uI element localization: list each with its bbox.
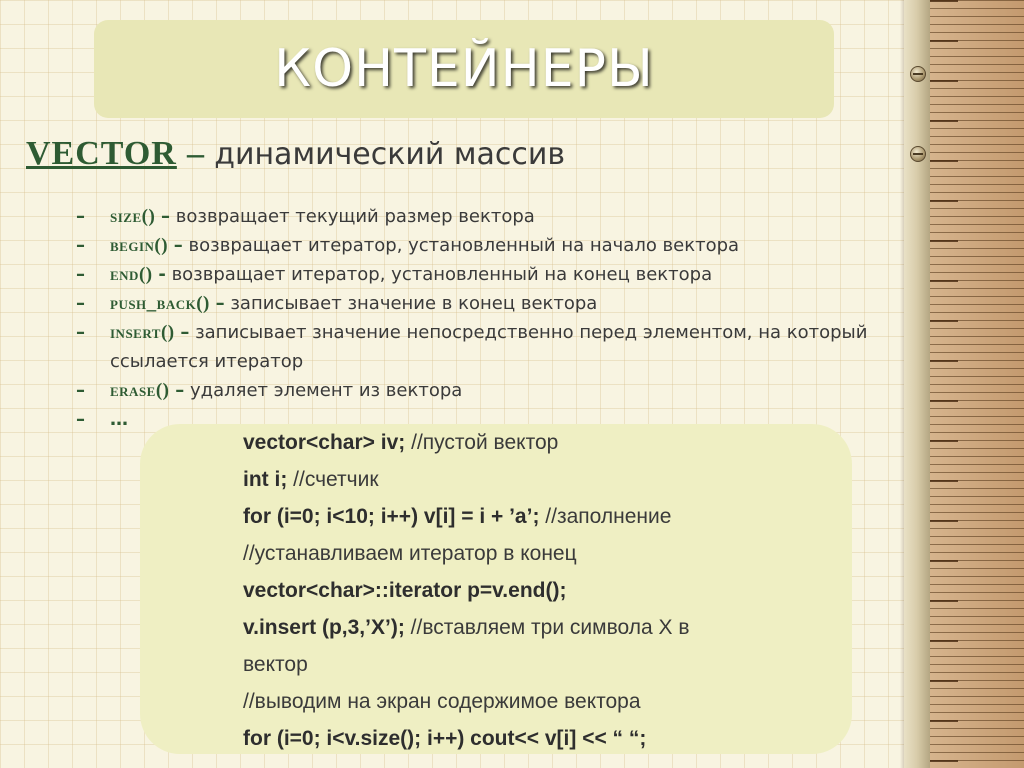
heading-description: динамический массив <box>214 137 566 172</box>
code-comment: //устанавливаем итератор в конец <box>243 542 577 565</box>
list-item <box>76 202 896 231</box>
method-description: записывает значение в конец вектора <box>230 293 598 314</box>
title-banner <box>94 20 834 118</box>
code-line <box>243 498 833 535</box>
method-name: end() <box>110 264 153 285</box>
screw-icon <box>910 146 926 162</box>
method-description: возвращает итератор, установленный на конец вектора <box>171 264 713 285</box>
method-separator: – <box>175 380 185 401</box>
bullet: – <box>76 264 85 285</box>
bullet: – <box>76 409 85 430</box>
bullet: – <box>76 322 85 343</box>
code-line <box>243 424 833 461</box>
method-description: возвращает итератор, установленный на начало вектора <box>188 235 740 256</box>
code-line <box>243 461 833 498</box>
bullet: – <box>76 235 85 256</box>
method-separator: – <box>215 293 225 314</box>
heading-term: VECTOR <box>26 135 177 172</box>
method-name: erase() <box>110 380 170 401</box>
method-name: insert() <box>110 322 175 343</box>
list-item <box>76 318 896 376</box>
heading-dash: – <box>187 135 205 172</box>
code-comment: //счетчик <box>293 468 379 491</box>
ruler-image <box>904 0 1024 768</box>
method-description: записывает значение непосредственно перед элементом, на который ссылается итератор <box>110 322 868 372</box>
slide-title: КОНТЕЙНЕРЫ <box>274 39 654 99</box>
method-separator: – <box>173 235 183 256</box>
code-text: vector<char>::iterator p=v.end(); <box>243 579 567 602</box>
method-separator: – <box>161 206 171 227</box>
code-line <box>243 720 833 757</box>
ellipsis: … <box>110 409 128 430</box>
method-separator: - <box>158 264 166 285</box>
code-line <box>243 646 833 683</box>
bullet: – <box>76 206 85 227</box>
method-list <box>76 202 896 434</box>
method-name: size() <box>110 206 156 227</box>
ruler-scale <box>930 0 1024 768</box>
list-item <box>76 260 896 289</box>
screw-icon <box>910 66 926 82</box>
code-example <box>243 424 833 757</box>
code-line <box>243 572 833 609</box>
code-line <box>243 683 833 720</box>
method-separator: – <box>180 322 190 343</box>
ruler-rod <box>904 0 931 768</box>
code-text: for (i=0; i<10; i++) v[i] = i + ’a’; <box>243 505 540 528</box>
code-text: int i; <box>243 468 288 491</box>
code-line <box>243 609 833 646</box>
list-item <box>76 289 896 318</box>
code-comment: //вставляем три символа X в <box>410 616 690 639</box>
code-text: for (i=0; i<v.size(); i++) cout<< v[i] << “ “; <box>243 727 647 750</box>
bullet: – <box>76 380 85 401</box>
code-comment: //выводим на экран содержимое вектора <box>243 690 641 713</box>
section-heading <box>26 134 565 173</box>
method-description: возвращает текущий размер вектора <box>175 206 535 227</box>
code-comment: //пустой вектор <box>411 431 559 454</box>
code-comment: вектор <box>243 653 308 676</box>
code-line <box>243 535 833 572</box>
code-comment: //заполнение <box>545 505 672 528</box>
list-item <box>76 376 896 405</box>
code-text: v.insert (p,3,’X’); <box>243 616 405 639</box>
code-text: vector<char> iv; <box>243 431 406 454</box>
method-name: begin() <box>110 235 169 256</box>
method-name: push_back() <box>110 293 210 314</box>
bullet: – <box>76 293 85 314</box>
list-item <box>76 231 896 260</box>
method-description: удаляет элемент из вектора <box>189 380 463 401</box>
